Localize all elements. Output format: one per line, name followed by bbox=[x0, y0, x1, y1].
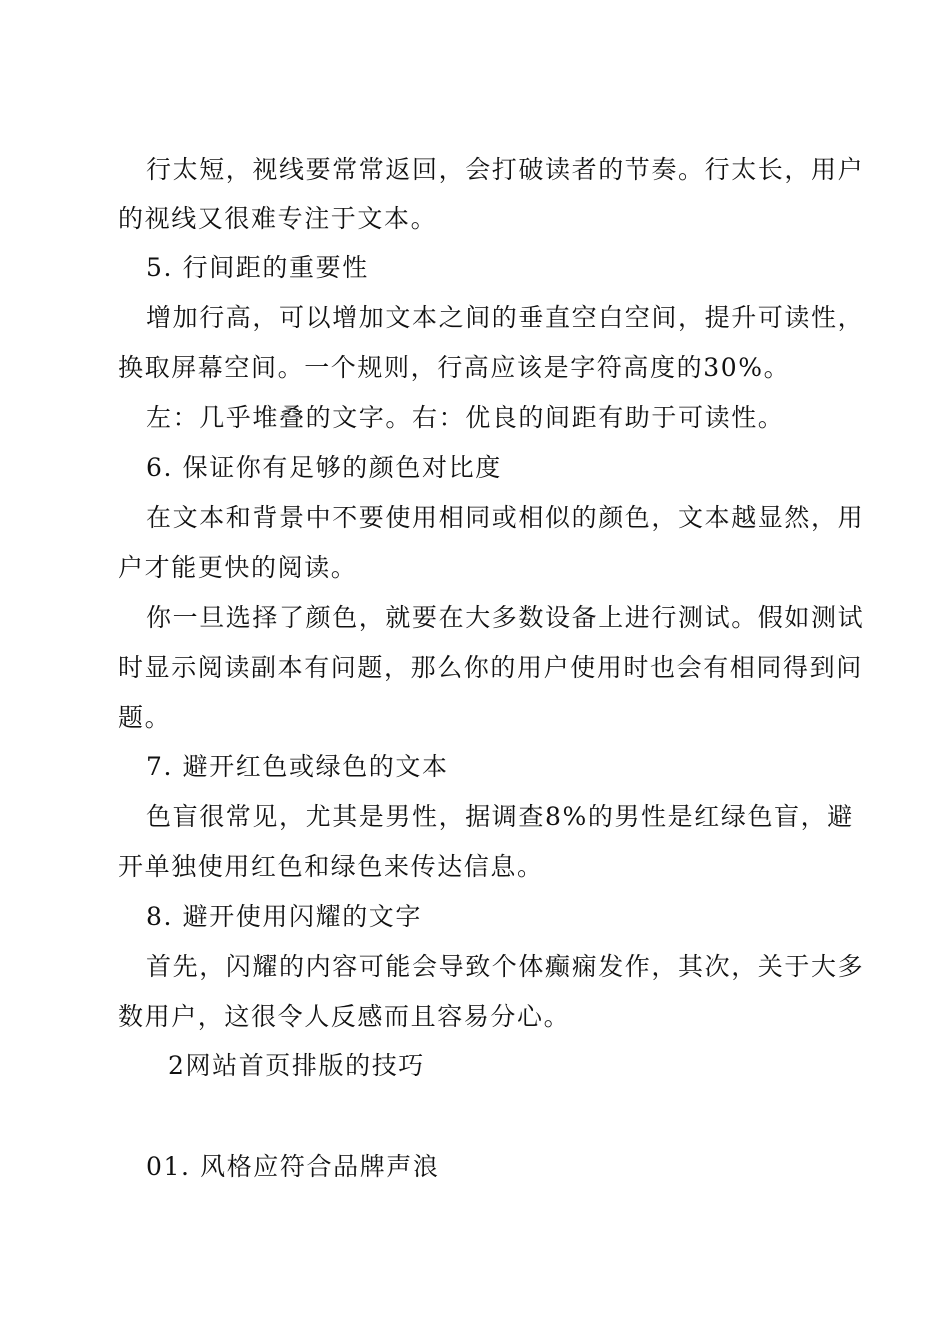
paragraph-line: 色盲很常见，尤其是男性，据调查8%的男性是红绿色盲，避 bbox=[146, 802, 854, 831]
section-heading: 8. 避开使用闪耀的文字 bbox=[146, 902, 423, 931]
paragraph-line: 户才能更快的阅读。 bbox=[118, 553, 358, 582]
paragraph-line: 增加行高，可以增加文本之间的垂直空白空间，提升可读性， bbox=[146, 303, 865, 332]
paragraph-line: 行太短，视线要常常返回，会打破读者的节奏。行太长，用户 bbox=[146, 155, 865, 184]
paragraph-line: 在文本和背景中不要使用相同或相似的颜色，文本越显然，用 bbox=[146, 503, 865, 532]
paragraph-line: 的视线又很难专注于文本。 bbox=[118, 204, 438, 233]
paragraph-line: 左：几乎堆叠的文字。右：优良的间距有助于可读性。 bbox=[146, 403, 785, 432]
paragraph-line: 开单独使用红色和绿色来传达信息。 bbox=[118, 852, 544, 881]
section-heading: 5. 行间距的重要性 bbox=[146, 253, 369, 282]
paragraph-line: 数用户，这很令人反感而且容易分心。 bbox=[118, 1002, 571, 1031]
paragraph-line: 你一旦选择了颜色，就要在大多数设备上进行测试。假如测试 bbox=[146, 603, 865, 632]
paragraph-line: 题。 bbox=[118, 703, 172, 732]
chapter-heading: 2网站首页排版的技巧 bbox=[168, 1051, 425, 1080]
subsection-heading: 01. 风格应符合品牌声浪 bbox=[146, 1152, 440, 1181]
section-heading: 7. 避开红色或绿色的文本 bbox=[146, 752, 449, 781]
paragraph-line: 首先，闪耀的内容可能会导致个体癫痫发作，其次，关于大多 bbox=[146, 952, 865, 981]
section-heading: 6. 保证你有足够的颜色对比度 bbox=[146, 453, 502, 482]
paragraph-line: 换取屏幕空间。一个规则，行高应该是字符高度的30%。 bbox=[118, 353, 791, 382]
paragraph-line: 时显示阅读副本有问题，那么你的用户使用时也会有相同得到问 bbox=[118, 653, 863, 682]
